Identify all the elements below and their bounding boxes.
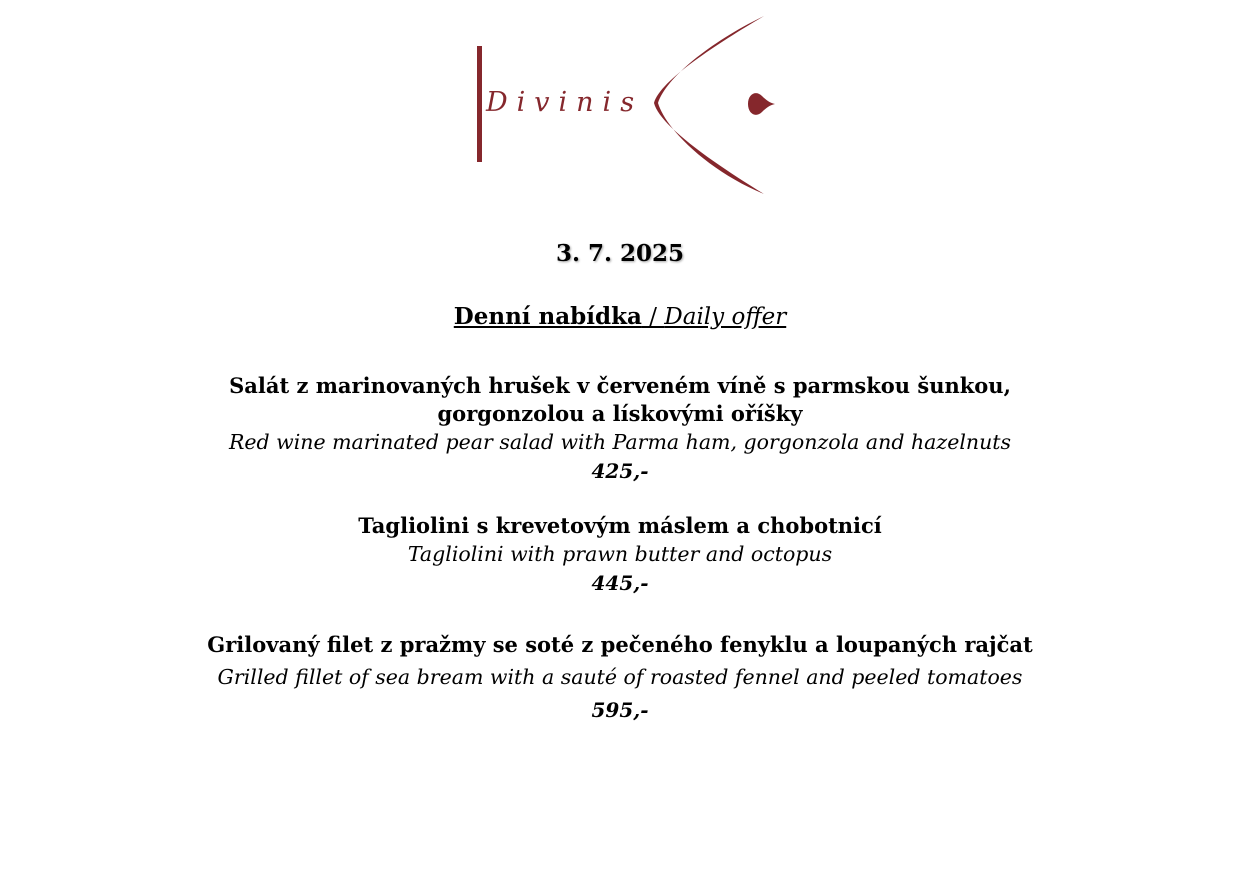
dish-name-cz: Tagliolini s krevetovým máslem a chobotnicí xyxy=(358,513,882,538)
dish-name-en: Tagliolini with prawn butter and octopus xyxy=(407,542,833,566)
menu-item xyxy=(0,631,1240,725)
menu-item xyxy=(0,372,1240,486)
dish-name-cz-line: gorgonzolou a lískovými oříšky xyxy=(437,401,803,426)
logo-vertical-bar xyxy=(477,46,482,162)
dish-price: 595,- xyxy=(591,698,649,722)
logo-crescent xyxy=(654,16,764,194)
dish-name-en: Red wine marinated pear salad with Parma ham, gorgonzola and hazelnuts xyxy=(228,430,1012,454)
dish-price: 445,- xyxy=(591,571,649,595)
daily-offer-separator: / xyxy=(641,304,665,330)
logo-drop xyxy=(748,93,775,115)
daily-offer-title-cz: Denní nabídka xyxy=(453,303,642,330)
divinis-logo xyxy=(470,12,790,198)
dish-name-cz xyxy=(0,372,1240,428)
menu-date: 3. 7. 2025 xyxy=(555,240,685,267)
menu-item xyxy=(0,512,1240,598)
dish-name-en: Grilled fillet of sea bream with a sauté of roasted fennel and peeled tomatoes xyxy=(217,665,1023,689)
dish-name-cz-line: Salát z marinovaných hrušek v červeném víně s parmskou šunkou, xyxy=(229,373,1011,398)
dish-name-cz: Grilovaný filet z pražmy se soté z pečeného fenyklu a loupaných rajčat xyxy=(207,632,1033,657)
daily-offer-title-en: Daily offer xyxy=(664,304,787,330)
logo-wordmark: Divinis xyxy=(486,87,644,118)
dish-price: 425,- xyxy=(591,459,649,483)
daily-offer-heading xyxy=(0,303,1240,330)
